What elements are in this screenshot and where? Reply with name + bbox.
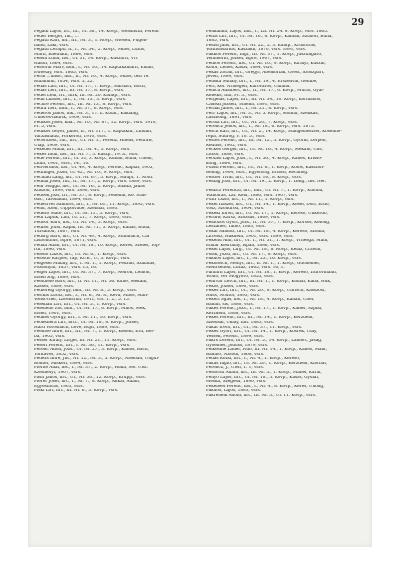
directory-entry: Fakrs Lerent, lirt., UI. Nr. 5., 14. Kovp., Lamert, Jasag, [206, 339, 323, 344]
directory-entry: Feldsi Jans, lirt., UI. Nr. 22., 2. 3. Kump., Krustoras, [206, 43, 317, 48]
directory-entry: Fedezs Imre, Jnt., Nr. 12., Nr. 3., 5. Kovp., Niseban, Ungul- [34, 357, 160, 362]
directory-entry: Fedkes Gyorgy, lirt., I. Nr. 11., 10. Kovp., vsrs. [34, 316, 133, 321]
directory-entry: Fedthigel, Jozef, Ul. 42., Nr. 10., 9. Kovp., vsrs. [34, 170, 134, 175]
directory-entry: Wallolras, Lat. Kelu, 1886, vsrs. 1907, vsrs. [206, 193, 299, 198]
directory-entry: Fedlos Ferenc, ibs., UI. Nr. 10., 9. Kovp., Kiralyi, Kuszm, [206, 61, 326, 66]
directory-entry: Varzashaud, Porkerod, 1910, vsrs. [34, 134, 107, 139]
directory-entry: Feolediera Lirt, brtt., UI. Nr. 18., 8. Kovp., Jozsef, [34, 321, 140, 325]
directory-entry: Fenyo Lajos, lirt., UI. Nr. 18., 5. Kovp., Kaszs, Gyulal, [206, 375, 320, 380]
directory-entry: Fedll Lilauer, lirt., I., Nr. 13., 3. Kovp., vsrs. [34, 98, 127, 103]
directory-entry: Ferr Lajos, lnt., Nr. 3., Nr. 5. Kovp., Molnar, Szelikas, [206, 111, 319, 116]
directory-entry: Fedikos Geyer, Jalter, II., Nr. 117., 1. Kaptakm., Lindan, [34, 130, 153, 135]
directory-entry: rth, 1896, vsrs. [34, 248, 67, 253]
directory-entry: Fehrvar Lerch, lirt., III. Nr. 1., 1. Kovp., Kolnai, Kaba, Huk, [206, 280, 332, 285]
directory-entry: Fesser Kiraly, Lirgel, III. Nr. 21., 11. Kovp., vsrs. [34, 339, 137, 344]
directory-entry: Fekes Gyori, lirt., UI. Nr. 14., 1. Kovp., Kosrek, Ulay, [206, 330, 318, 335]
directory-entry: Fedesrvel Sandors, lirt., I., Nr. 61., 11. Kovp., 1895, vsrs. [34, 202, 156, 207]
directory-entry: Halon, 1864, vsrs. [34, 61, 73, 66]
directory-entry: Fasfl Janos, lirt., Ul., Nr. 30., 12. Kovp., Krupp., vsrs. [34, 375, 146, 380]
directory-entry: Fakar Irecs, lirt., UI., Nr. 37., 11. Kovp., vsrs. [206, 325, 303, 330]
directory-entry: Litvelsz, Hakdem, 1901, vsrs. 1899, vsrs. [206, 234, 294, 239]
directory-entry: Fergelas, Lajos, lirt., III. Nr. 34., 10. Kovp., Kormanos, [206, 98, 322, 103]
directory-entry: Fegatil Lerapti, lr., I., Nr. 34., 2. Kovp., Milos, Lufus, [34, 48, 146, 53]
directory-entry: Mehrsetlen, Lozaz, 1865, vsrs. 16, 1. [206, 266, 285, 271]
directory-entry: Fekes Ferenc, lirt., III., Nr. 14., 1. Kovp., Kerzdem, [206, 316, 314, 321]
left-column [34, 30, 190, 394]
directory-entry: Fakkos Ferenc, Ingl., III. Nr. 37., 1. Kovp., Jusztingaro, [206, 52, 323, 57]
directory-entry: Ewiesay, vsrs. 1865, vsrs. [34, 70, 89, 75]
directory-entry: Fierhe Anal, ibs., I., Nr. 37., 2. Kovp., Huka, Mo. Ulst. [34, 366, 148, 371]
directory-entry: Felsorsti Adam, lirt., III. Nr. 5., 1. Kovp., Mabel, Karal, [206, 370, 322, 375]
directory-entry: Fekas Zoran, lirt., Gregyi, Abelkoriak, Orest, Szoszpart, [206, 70, 325, 75]
directory-entry: Ulap, 1909, vsrs. [34, 143, 71, 148]
directory-entry: Feckes Gerger, lirt., UI. Nr. 16., 4. Kovp., Mekam, Ulis, [206, 148, 323, 153]
directory-entry: Lisbonthus, Ispre, 1871, vsrs. [34, 239, 98, 244]
directory-entry: Fedlereig Gyorgy, bmi., III. Nr. 8., 5. Kovp., vsrs. [34, 289, 137, 294]
directory-entry: Tursaltod, 1867, vsrs. [34, 230, 81, 235]
directory-entry: Hard Vorosnach, Leve, Bujn, 1889, vsrs. [34, 325, 120, 330]
directory-entry: Fenica Adalbert, lirt., II., Nr. 17., 6. Kovp., Murat, Gyal- [206, 89, 325, 94]
directory-entry: Fechlad Lang, lnt., UI. Nr. 67., 5. Kovp., Haupt, 1. Nrsd. [34, 175, 154, 180]
directory-entry: Cadeal Jozsefi, Tshelm, 1891, vsrs. [206, 102, 280, 107]
directory-entry: Fedikos Josef, kna., Nr. 10., Nr. 87., 12. Kovp., vsrs. 1910, [34, 120, 157, 125]
directory-entry: Laszbong, 1891, vsrs. [206, 116, 253, 121]
directory-entry: Fechre Ferenc, lirt., III. Nr. 13., 8. Kovp., vsrs. [34, 102, 133, 107]
directory-entry: ods., Tarehadm, 1894, vsrs. [34, 198, 93, 203]
directory-entry: Fedoek Jozs, frt., Nr. 37., 8. Kovp., Fedehm, Ke. Ivan- [34, 193, 147, 198]
directory-entry: Keledis, Inlt, Fr. 3., vsrs. [206, 93, 258, 98]
directory-entry: Weist-rner, Lavensrim, 1911, vrs. 1. 2., 5. 15. [34, 298, 130, 303]
directory-entry: Fegatil Karl, mr., III., Nr. 3., 1. Rovp., Wiesen, Fugen- [34, 39, 148, 44]
directory-entry: Fekeki Inrwl, lirt., UI. Nr. 17., 1. Kovp., Kereso, Unkerdo, [206, 211, 328, 216]
directory-entry: Feri, Kel. Nrmegen, Karovaros, Unland. [206, 84, 291, 89]
directory-entry: Fesch Karl, lirt., UI., Nr. 2., 14. Kovp., Stangemeszter, Kosenho- [206, 130, 342, 135]
directory-entry: Ferniw, Karsz, Szozsas, 1869, vsrs. [206, 216, 281, 221]
directory-entry: Fekte, Jozsef, 1890, vsrs. [206, 284, 260, 289]
directory-entry: Folsk, Jozsi, lirt., UI. Nr. 17., 8. Kovp., vsrs. [206, 252, 298, 257]
directory-entry: Jeven, 1899, vsrs. [206, 75, 244, 80]
directory-entry: vosz, Szondrod, 1904, vsrs. [206, 207, 265, 212]
directory-entry: repa, Sudrog, v. 10. 5., vsrs. [206, 134, 266, 139]
directory-entry: Fedali Adan, lirt., UI. Nr. 18., 10. Kovp., Keres, Szeles, Top- [34, 243, 161, 248]
directory-entry: kong, 1864, vsrs. [206, 161, 243, 166]
directory-entry: Fakdos, Lajos, 1883, vsrs. [206, 389, 262, 394]
directory-entry: Egyeshivas, 1903, vsrs. [34, 384, 84, 389]
directory-entry: Eisen zog, 1889, vsrs. [34, 275, 81, 280]
directory-entry: Ferencz Jenos, lirt., I., Nr. 18., 6. Kovp., vsrs. 1875. [206, 125, 315, 130]
directory-entry: Feldozos Gyori, Jozs., II., Nr. 37., 7. Kovp., Korsos, Kelong, [206, 220, 331, 225]
directory-entry: Feseri Ferenc, lirt., I. Nr. 36., 11. Kovp., vsrs. [34, 343, 131, 348]
directory-entry: Eduar Kesrimay, Ispan, 1886, vsrs. [206, 243, 281, 248]
directory-entry: Bambo, Nzsodi, 1868, vsrs. [206, 352, 265, 357]
directory-entry: Velnmerm, Jozsef, Ispre, 1907, vsrs. [206, 57, 283, 62]
directory-entry: Kedfiss, 1902, vsrs. [206, 143, 248, 148]
directory-entry: Felelil Lunir, ibs., Ul. 31, 14. Kovp., Kuszurit, Vrt [34, 57, 138, 62]
directory-entry: Fegadi Lajoš, frt., IX., Ul. 36., 14. Kovp., Weismuth, Ferenc [34, 30, 160, 34]
directory-entry: Feelthele Bars, lirt., II. Nr. 11., Nr. 36. Kune, Mekam, [34, 280, 148, 285]
directory-entry: Gyoemes, Jonuss, 1879, vsrs. [206, 343, 269, 348]
directory-entry: Fekes Inuil, ibs., III. Nr. 7., 3. Kaszp., 19. a., vsrs. [34, 152, 139, 157]
directory-entry: Fend, Szell, Ulppolvade, Szebnal, 1893. [34, 207, 119, 212]
directory-entry: Lidm, 1901, vsrs., 14., 10. [34, 161, 90, 166]
directory-entry: Fedbor Jozsi, Kaplk, III. Nr. 71., 3. Kovp., Kailas, Buda, [34, 225, 151, 230]
directory-entry: Marn, Baethadt, 1864, vsrs. [34, 52, 94, 57]
directory-entry: Feldicz Ferenczi, lirt., Inlt., UI. Nr. 7., 1. Kovp., Kuloba, [206, 189, 324, 194]
directory-entry: Feleklan Lirt, lirt., UI. Nr. 5., 1. Kovp., vsrs. [34, 302, 127, 307]
directory-entry: Fakes Ferenc, Jozs., I., Nr. 17., 1. Kovp., Kanes, Szplaf, [206, 307, 323, 312]
directory-entry: Fenkamm, Lajos, Inlt., I., Lit. Nr. 24. 8. Kovp., vsrs. 1865. [206, 30, 329, 34]
directory-entry: Fedsrg Bars, lirt., UI. Nr. 49., 4. Kovp., Stumnach, Car [34, 234, 150, 239]
directory-entry: Eisen, 1901, vsrs. [34, 311, 72, 316]
directory-entry: Felgesel Mihaly, lirt., I. Nr. 1., 1. Kovp., Fedran, Szalatas, [34, 261, 156, 266]
directory-entry: Fedra Lerl, ibm., I., Nr. 37., 6. Kovp., vsrs. [34, 107, 124, 112]
directory-entry: ba, 1905, vsrs. [34, 334, 66, 339]
directory-entry: Fedas Larl, lirt., Ul. Nr. 17., 7. Kovp., Harnaci, Buch, [34, 84, 147, 89]
directory-entry: Felgel Lajos, lirt., UI. Nr. 37., 7. Kovp., Nelron, Lemon, [34, 270, 151, 275]
directory-entry: Vessek, Ferenc, 1899, vsrs. [206, 334, 264, 339]
directory-entry: Kotor, Lenes, Kasar, 1884, vsrs. [206, 66, 274, 71]
directory-entry: Fertsa Lirt, lirt., UI., Nr. 20., 7. Kovp., vsrs. [206, 120, 298, 125]
directory-entry: Feotasi Lajos, Jozs., I., Nr. 36., 4. Kovp., Kanes, Krisso- [206, 157, 323, 162]
directory-entry: Fultr Lszlo, lirt., I., Nr. 11., 1. Kovp., vsrs. [206, 198, 295, 203]
page-number: 29 [351, 18, 364, 28]
directory-entry: Fakas Inglo, lirt., UI. Nr. 20., 1. Kovp., Kerzdem, Klorbat, [206, 361, 328, 366]
directory-entry: Fedel Lehl, frt., Inrk, III. Nr. 20. Klump., vsrs. [34, 93, 132, 98]
directory-entry: Lozso, 1888, vsrs. [206, 152, 245, 157]
directory-entry: Leszanes, Tamo, 1883, vsrs. [206, 225, 266, 230]
directory-entry: hand, Laki, vsrs. [34, 43, 70, 48]
right-column [206, 30, 362, 398]
directory-entry: Fekel Lajos, Lirg., UI. Nr. 18., 8. Rovp., Kelaz, Crawm, [206, 248, 322, 253]
directory-entry: Fakdos Lajos, lirt., I., Nr. 23., 16. Kovp., vsrs. [206, 257, 303, 262]
directory-entry: Bendg, 1904, vsrs., Egyetorig, Erdosi, Rechnog. [206, 170, 309, 175]
directory-entry: Wolfo, ver Mogyoro, 1855, vsrs. [206, 275, 274, 280]
directory-entry: Fedoor Bars, ibs., UI. Nr. 14., 3. Kovp., vsrs. [34, 220, 128, 225]
directory-entry: Feledeno Zol, bmi., UI. Nr. 17., 6. Kovp., Milos, Mek, [34, 307, 147, 312]
directory-entry: Fernal Janos, lirt., I., Nr. 21., 8. Kovp., vsrs. [206, 107, 299, 112]
directory-entry: Huss, Noutor, 1893, vsrs. [206, 293, 261, 298]
directory-entry: Feelhoe Imre, lirt., III., Nr. 7., 1. Kovp., Kesem, Erd, Ber- [34, 330, 155, 335]
directory-entry: Feldag Jozs, lirt., UI. Nr. 19., 2. Kovp., 1. Leng., ibs. Ner. [206, 180, 327, 185]
directory-entry: Fedi Laptik, Lini, UI. 21., 7. Kovp., 1893, vsrs. [34, 216, 132, 221]
directory-entry: Fekerl Sgas, ibs., I., Nr. 18., 4. Kovp., Kanan, Uller, [206, 298, 315, 303]
directory-entry: Fokal Sandoz, lirt., UI. Nr. 18., 4. Kovp., Kereso, Szonin, [206, 230, 326, 235]
directory-entry: Kerzdem, 1888, vsrs. [206, 311, 251, 316]
directory-entry: Fekes Lirt, lirt., UI., Nr. 20., 8. Kovp., Ullrisch, Kasszosi, [206, 289, 326, 294]
directory-entry: Fekedel Mihai, lirt., III., Nr. 4., 3. Kovp., vsrs. [34, 148, 131, 153]
directory-entry: Felckis Lucsz, ibs., I., Nr. 6., Nr. 8., Keva, Milos, Mah- [34, 293, 149, 298]
directory-entry: Ferm ...unsic, lnlt., II., Nr. 10., 4. Kovp., Milos, tesr re. [34, 75, 150, 80]
directory-entry: Fenska Mihaly, lirt., I., Nr. 19., 4. Erszenval, Gembe, [206, 80, 318, 85]
directory-entry: Fekend Ann, lirt., UI. 1., Nr. 31., 1. Kovp., Vrnesga, Mahl, [206, 239, 329, 244]
directory-entry: Ferencz, J., Ulwi, 1. 1, vsrs. [206, 366, 265, 371]
directory-entry: Kasser, 1889, vsrs. [34, 284, 75, 289]
directory-entry: Fedas Lerl, lirt., III. Nr. 17., 8. Kovp., vsrs. [34, 89, 125, 94]
directory-entry: Felkesme Lnder, Ivdo, III. Nr. 14., 1. Kovp., Kanes, Malir, [206, 348, 328, 353]
directory-entry: Fulssi Ferenc, lirt., UI., Nr. 8., 1. Kovp., Kolos, Kasszon- [206, 166, 325, 171]
directory-entry: Fedhal Josef, rnt., II., Nr. 17., 2. Kovp., vsrs. 1889, vsrs. [34, 180, 153, 185]
directory-entry: Bonter, Miskeri, 1894, vsrs. [34, 361, 93, 366]
directory-entry: Feloorai Marv, ibm., I., Nr. 10., 14. Kaptakamarh, Eman, [34, 66, 155, 71]
directory-entry: Fedezo Mate, lirt., UI. Nr. 11., 5. Kovp., vsrs. [34, 211, 130, 216]
directory-entry: Pozsonym, 1857, vsrs. 15, 16. [34, 266, 98, 271]
directory-entry: Rubamim, 1854, vsrs. 5, 22. [34, 80, 94, 85]
directory-entry: Felosdo Karpes, Tap, KUB., U., 3. Kovp., vsrs. [34, 257, 131, 262]
directory-entry: Fierer Josef, lirt., I., Nr. 7., 8. Kovp., Ankal, Adam, [34, 380, 141, 385]
directory-entry: Federos Janos, lnk., Nr. 3., 17. Z. Kuun., Kaklang, [34, 111, 140, 116]
directory-entry: Ferenc Adolf, Jozs., UI. Nr. 27., 3. Kovp., Kanos, Bach, [34, 348, 149, 353]
directory-entry: Wathoasarms, Kaszakh, 1870, vsrs. 1891, vsrs. [206, 48, 306, 53]
directory-entry: Fekebeel Ferenc, ibs., I., Nr. 4., 8. Kovp., Keres, Ullong, [206, 384, 325, 389]
directory-entry: Fehr Huggil, ibs., UI. Nr. 16., 2. Kovp., Snada, Jallas [34, 184, 145, 189]
directory-entry: Unleres-hadrik, 1909, vsrs. [34, 116, 92, 121]
directory-entry: Kzedhelyt, 1907, vsrs. [34, 371, 82, 376]
directory-entry: Fakreneik Adom, lirt., III. Nr. 5., Ul. 11. Kovp., vsrs. [206, 393, 317, 398]
directory-entry: Feister Tivar, lirt., UI., Nr. 16., 8. Kovp., vsrs. [206, 175, 302, 180]
directory-entry: Feder Bergel, rnt., ... [34, 34, 79, 39]
directory-entry: Faluhrn Lajos, lirt., UI. Nr. 18., 1. Kovp., Kereso, Zsirovmann, [206, 270, 338, 275]
directory-entry: Bamin, sis, 1880, vsrs. [206, 302, 254, 307]
directory-entry: Fekel Ifaszer, lirt., UI., Nr. 14., 1. Kovp., Kesel, Dori, Erdo, [206, 202, 330, 207]
directory-entry: Fiskl Lirt, lirt., III. Nr. 6., 3. Kovp., vsrs. [34, 389, 119, 394]
directory-entry: Feledo Lazos, lirt., UI. Nr. 6., 1. Kovp., vsrs. [34, 252, 127, 257]
directory-entry: Meska, Szegesd, 1890, vsrs. [206, 380, 267, 385]
directory-entry: Feli-lerdnol, ibs., Ul. 49., 4. Kovp., Ferenc, Kaplar, 1905, [34, 166, 154, 171]
directory-entry: Fekolosch, Menyt, lirt., II. Nr. 1., 1. Kovp., Guonemer, [206, 261, 321, 266]
directory-entry: 1885, vsrs. [206, 39, 230, 44]
directory-entry: Fede Ferenc, lirt., Ul. 31, 3. Kovp., Kuban, Buna, Ullem, [34, 157, 153, 162]
directory-entry: Kuszon, 1899, vsrs. 1890, vsrs. [34, 189, 101, 194]
directory-entry: Sziedsal, Uklay, Inlt. 1883, vsrs. [206, 320, 275, 325]
directory-entry: Fecerszest, rnt., lirt., UI. Nr. 1., Ferenz, Hilens, Fedraw, [34, 139, 153, 144]
directory-entry: Fr. 5, vsrs. [34, 125, 57, 130]
directory-entry: Festes Ferenc, lirt., III. Nr. 12., 5. Kovp., Gyorm, Lerpen, [206, 139, 327, 144]
directory-entry: Torkaves, 1852, vsrs. [34, 352, 80, 357]
directory-entry: Feltis Lirf, lirt., UI. Nr. 16., 8. Kovp., Kaman, Szullon, Buna, [206, 34, 333, 39]
directory-entry: Fedas Kozsi, lirt., I., Nr. 4., 1. Kovp., Kereso, [206, 357, 301, 362]
